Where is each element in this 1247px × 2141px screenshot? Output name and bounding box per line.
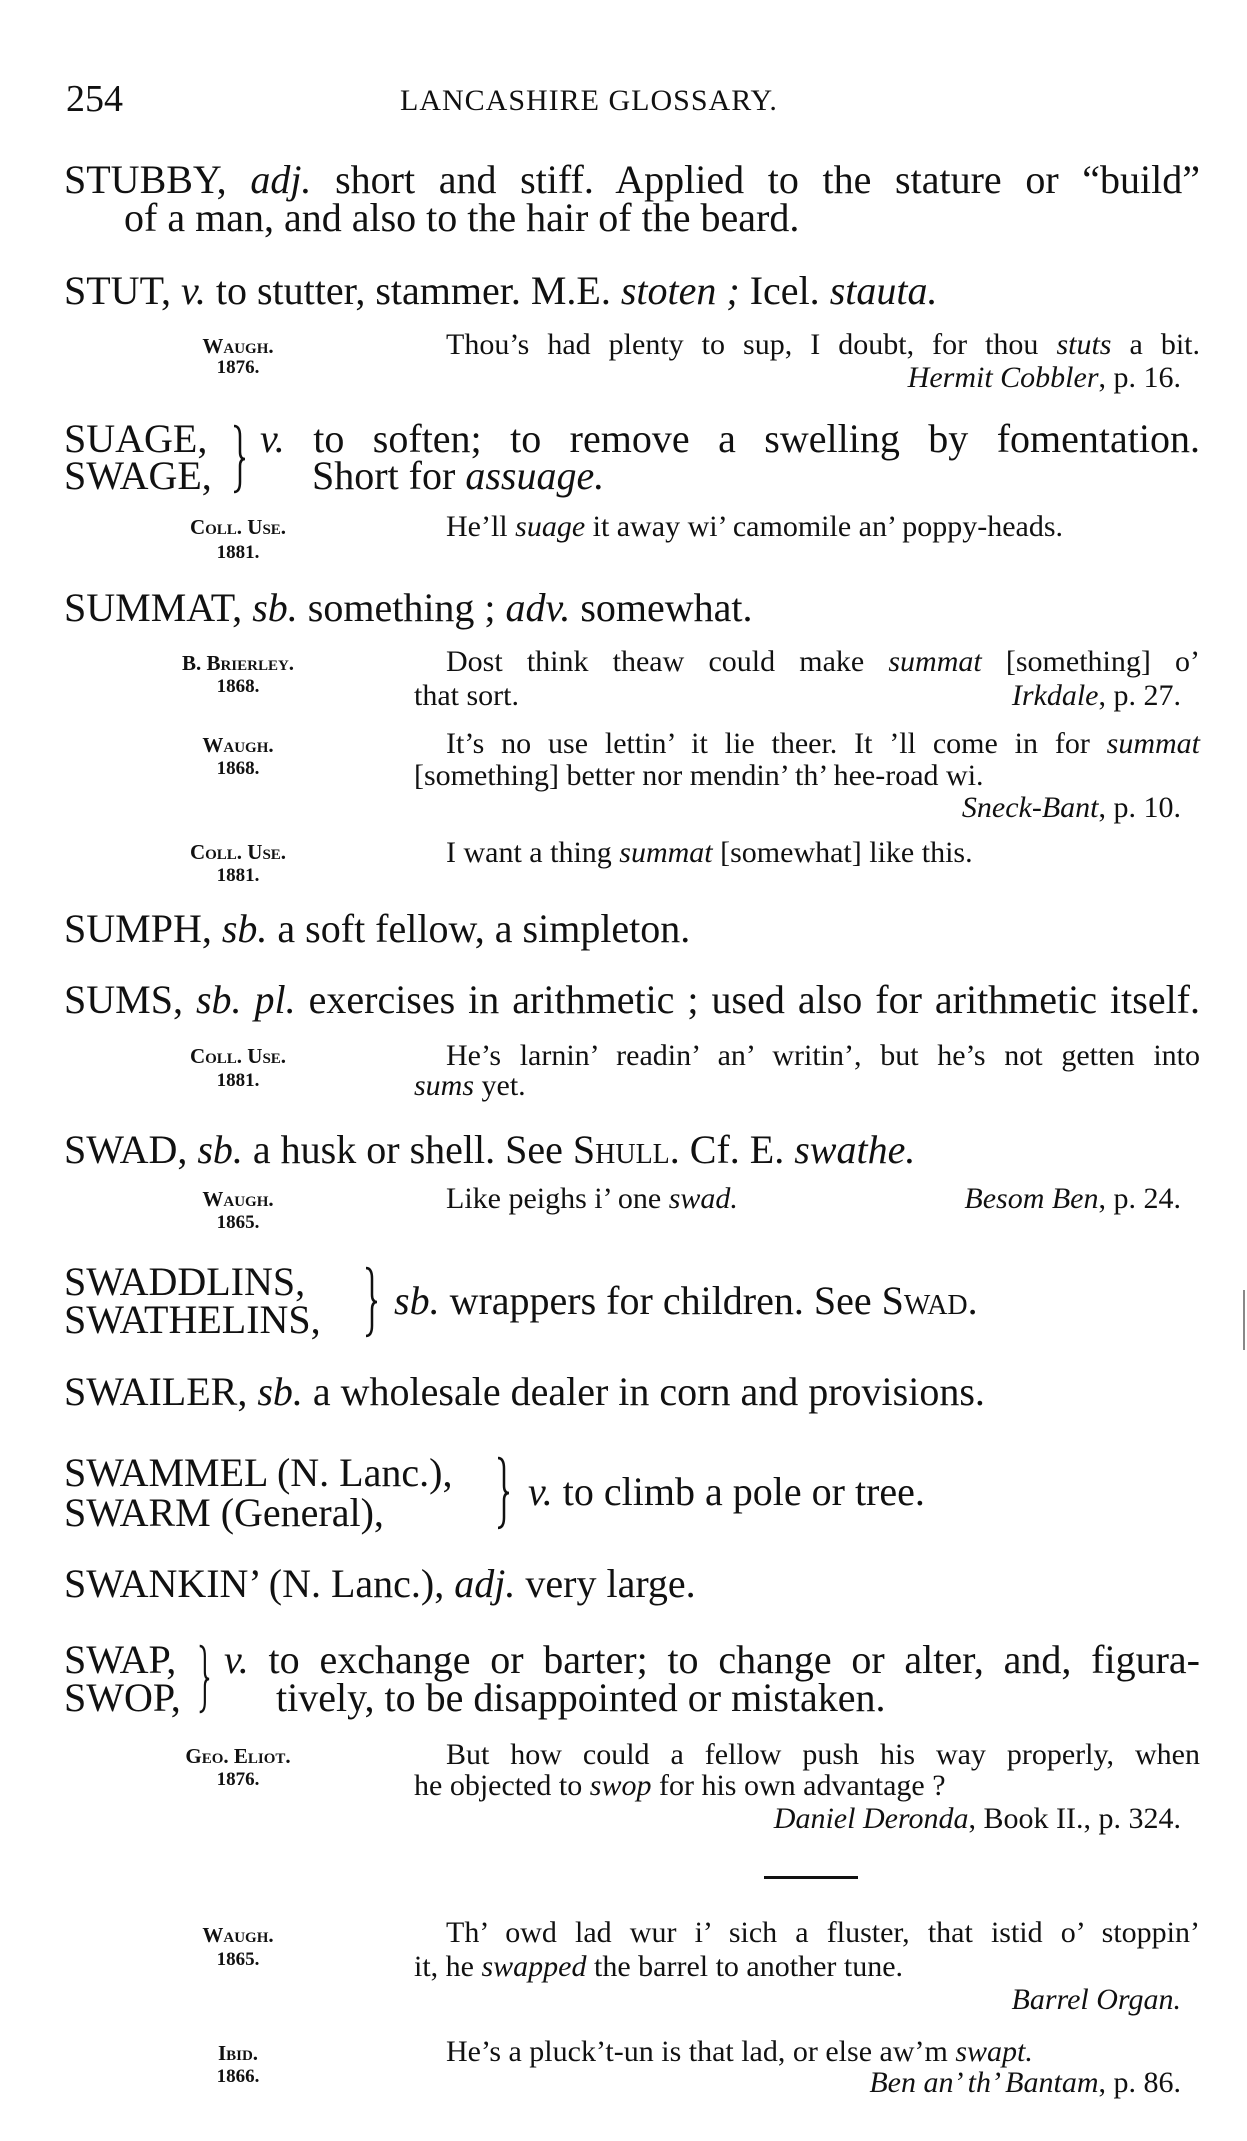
quotation (446, 838, 973, 868)
part-of-speech: v. (181, 268, 206, 313)
definition-text: wrappers for children. See (439, 1278, 882, 1323)
headword: SWARM (General), (64, 1490, 384, 1535)
quote-keyword: swapped (481, 1950, 587, 1983)
citation-author: Waugh. (202, 334, 274, 358)
quote-text: Like peighs i’ one (446, 1182, 669, 1215)
quote-text: [somewhat] like this. (712, 836, 973, 869)
brace-icon (364, 1266, 378, 1338)
quote-text: [something] o’ (981, 645, 1200, 678)
citation-year: 1881. (216, 865, 260, 886)
citation-author: Coll. Use. (189, 1044, 287, 1068)
part-of-speech: sb. (394, 1278, 440, 1323)
quote-text: I want a thing (446, 836, 620, 869)
headword: SWAILER, (64, 1369, 248, 1414)
brace-icon (232, 424, 246, 494)
etymology: stauta. (829, 268, 938, 313)
etymology-label: Icel. (739, 268, 830, 313)
citation-reference (1012, 681, 1181, 711)
definition: short and stiff. Applied to the stature or “build” (311, 157, 1201, 202)
work-title: Besom Ben (964, 1182, 1099, 1215)
definition-line2: tively, to be disappointed or mistaken. (276, 1675, 886, 1720)
citation-author: Waugh. (202, 1923, 274, 1947)
cross-reference: Shull. (572, 1127, 680, 1172)
entry-swankin (64, 1561, 696, 1606)
definition (528, 1469, 925, 1514)
quotation-line2 (414, 1771, 946, 1801)
entry-summat (64, 585, 753, 630)
part-of-speech: adj. (250, 157, 312, 202)
quote-text: for his own advantage ? (651, 1769, 946, 1802)
quotation: But how could a fellow push his way properly, when (446, 1738, 1200, 1771)
headword: SUAGE, (64, 416, 208, 461)
citation-reference (908, 363, 1181, 393)
quotation (446, 1184, 738, 1214)
headword: SWAP, (64, 1637, 177, 1682)
definition-text: Short for (312, 453, 466, 498)
quote-text: it away wi’ camomile an’ poppy-heads. (585, 510, 1064, 543)
citation-reference (962, 793, 1181, 823)
work-title: Irkdale (1011, 679, 1099, 712)
headword: SWANKIN’ (N. Lanc.), (64, 1561, 445, 1606)
part-of-speech: sb. (197, 1127, 243, 1172)
etymology: swathe. (794, 1127, 916, 1172)
citation-year: 1876. (216, 357, 260, 378)
entry-swailer (64, 1369, 985, 1414)
cross-reference: assuage. (465, 453, 605, 498)
headword: SUMPH, (64, 906, 212, 951)
quote-keyword: stuts (1056, 328, 1112, 361)
part-of-speech: v. (260, 416, 285, 461)
citation-reference (1012, 1985, 1181, 2015)
citation-reference (869, 2068, 1181, 2098)
quotation (446, 729, 1200, 759)
part-of-speech: v. (528, 1469, 553, 1514)
citation-author: Ibid. (217, 2041, 259, 2065)
work-title: Hermit Cobbler (907, 361, 1099, 394)
quotation-line2: that sort. (414, 679, 519, 712)
definition: a soft fellow, a simpleton. (267, 906, 691, 951)
headword: SWOP, (64, 1675, 181, 1720)
definition-text: to climb a pole or tree. (552, 1469, 925, 1514)
quote-text: he objected to (414, 1769, 590, 1802)
quote-keyword: summat (619, 836, 713, 869)
quote-text: Dost think theaw could make (446, 645, 889, 678)
work-title: Ben an’ th’ Bantam (869, 2066, 1099, 2099)
work-title: Sneck-Bant (961, 791, 1099, 824)
quote-text: He’ll (446, 510, 516, 543)
citation-year: 1868. (216, 676, 260, 697)
part-of-speech: sb. pl. (195, 977, 296, 1022)
quotation-line2 (414, 1071, 526, 1101)
entry-sums (64, 977, 1201, 1022)
quote-keyword: summat (888, 645, 982, 678)
headword: SUMS, (64, 977, 183, 1022)
part-of-speech: adv. (505, 585, 571, 630)
work-title: Barrel Organ. (1011, 1983, 1181, 2016)
definition-line2 (312, 453, 605, 498)
page-ref: , p. 16. (1098, 361, 1181, 394)
citation-author: Coll. Use. (189, 515, 287, 539)
page-ref: , p. 24. (1098, 1182, 1181, 1215)
definition: a wholesale dealer in corn and provisions. (302, 1369, 985, 1414)
page-ref: , Book II., p. 324. (968, 1802, 1181, 1835)
entry-stut (64, 268, 938, 313)
headword: SUMMAT, (64, 585, 243, 630)
quote-text: yet. (474, 1069, 526, 1102)
etymology-label: Cf. E. (679, 1127, 795, 1172)
citation-year: 1881. (216, 542, 260, 563)
quotation-line2: [something] better nor mendin’ th’ hee-road wi. (414, 759, 984, 792)
part-of-speech: sb. (221, 906, 268, 951)
definition: somewhat. (570, 585, 753, 630)
quote-keyword: swop (589, 1769, 652, 1802)
quote-text: Thou’s had plenty to sup, I doubt, for thou (446, 328, 1057, 361)
definition: a husk or shell. See (242, 1127, 573, 1172)
part-of-speech: sb. (252, 585, 298, 630)
quote-keyword: swad. (668, 1182, 738, 1215)
citation-author: Waugh. (202, 1187, 274, 1211)
quotation-line2 (414, 1952, 903, 1982)
quote-text: a bit. (1111, 328, 1200, 361)
headword: SWAMMEL (N. Lanc.), (64, 1450, 453, 1495)
citation-year: 1868. (216, 758, 260, 779)
definition-text: to exchange or barter; to change or alter, and, figura- (248, 1637, 1200, 1682)
citation-reference (774, 1804, 1181, 1834)
quote-text: it, he (414, 1950, 482, 1983)
page-number: 254 (66, 78, 123, 120)
brace-icon (496, 1456, 510, 1530)
part-of-speech: v. (224, 1637, 249, 1682)
page-ref: , p. 27. (1098, 679, 1181, 712)
headword: STUBBY, (64, 157, 227, 202)
running-title: LANCASHIRE GLOSSARY. (400, 84, 778, 117)
citation-reference (964, 1184, 1181, 1214)
headword: SWATHELINS, (64, 1297, 321, 1342)
citation-author: Coll. Use. (189, 840, 287, 864)
citation-year: 1881. (216, 1070, 260, 1091)
brace-icon (198, 1644, 210, 1714)
quote-text: He’s a pluck’t-un is that lad, or else aw’m (446, 2035, 956, 2068)
work-title: Daniel Deronda (773, 1802, 969, 1835)
page-ref: , p. 86. (1098, 2066, 1181, 2099)
definition: something ; (297, 585, 506, 630)
citation-author: Geo. Eliot. (185, 1744, 291, 1768)
definition: to stutter, stammer. M.E. (205, 268, 621, 313)
quote-keyword: summat (1106, 727, 1200, 760)
definition (394, 1278, 978, 1323)
definition-text: to soften; to remove a swelling by fomentation. (284, 416, 1200, 461)
citation-year: 1866. (216, 2066, 260, 2087)
page-ref: , p. 10. (1098, 791, 1181, 824)
section-divider (764, 1876, 858, 1879)
entry-sumph (64, 906, 691, 951)
quote-keyword: sums (414, 1069, 475, 1102)
quote-text: It’s no use lettin’ it lie theer. It ’ll come in for (446, 727, 1107, 760)
entry-stubby-line1 (64, 157, 1201, 202)
part-of-speech: adj. (454, 1561, 516, 1606)
citation-author: B. Brierley. (181, 651, 295, 675)
quotation (446, 512, 1063, 542)
citation-year: 1865. (216, 1212, 260, 1233)
definition: very large. (515, 1561, 696, 1606)
quote-text: the barrel to another tune. (586, 1950, 904, 1983)
scan-artifact (1243, 1290, 1245, 1350)
citation-year: 1865. (216, 1949, 260, 1970)
headword: SWAGE, (64, 453, 212, 498)
entry-swad (64, 1127, 916, 1172)
headword: SWADDLINS, (64, 1259, 306, 1304)
quote-keyword: suage (515, 510, 586, 543)
citation-author: Waugh. (202, 733, 274, 757)
definition (224, 1637, 1200, 1682)
definition: exercises in arithmetic ; used also for arithmetic itself. (295, 977, 1201, 1022)
headword: SWAD, (64, 1127, 188, 1172)
citation-year: 1876. (216, 1769, 260, 1790)
quotation (446, 2037, 1033, 2067)
quotation: Th’ owd lad wur i’ sich a fluster, that istid o’ stoppin’ (446, 1916, 1200, 1949)
part-of-speech: sb. (257, 1369, 303, 1414)
entry-stubby-line2: of a man, and also to the hair of the beard. (124, 195, 800, 240)
quotation (446, 330, 1200, 360)
cross-reference: Swad. (881, 1278, 978, 1323)
quote-keyword: swapt. (955, 2035, 1033, 2068)
quotation (446, 647, 1200, 677)
etymology: stoten ; (620, 268, 740, 313)
headword: STUT, (64, 268, 172, 313)
quotation: He’s larnin’ readin’ an’ writin’, but he’s not getten into (446, 1039, 1200, 1072)
